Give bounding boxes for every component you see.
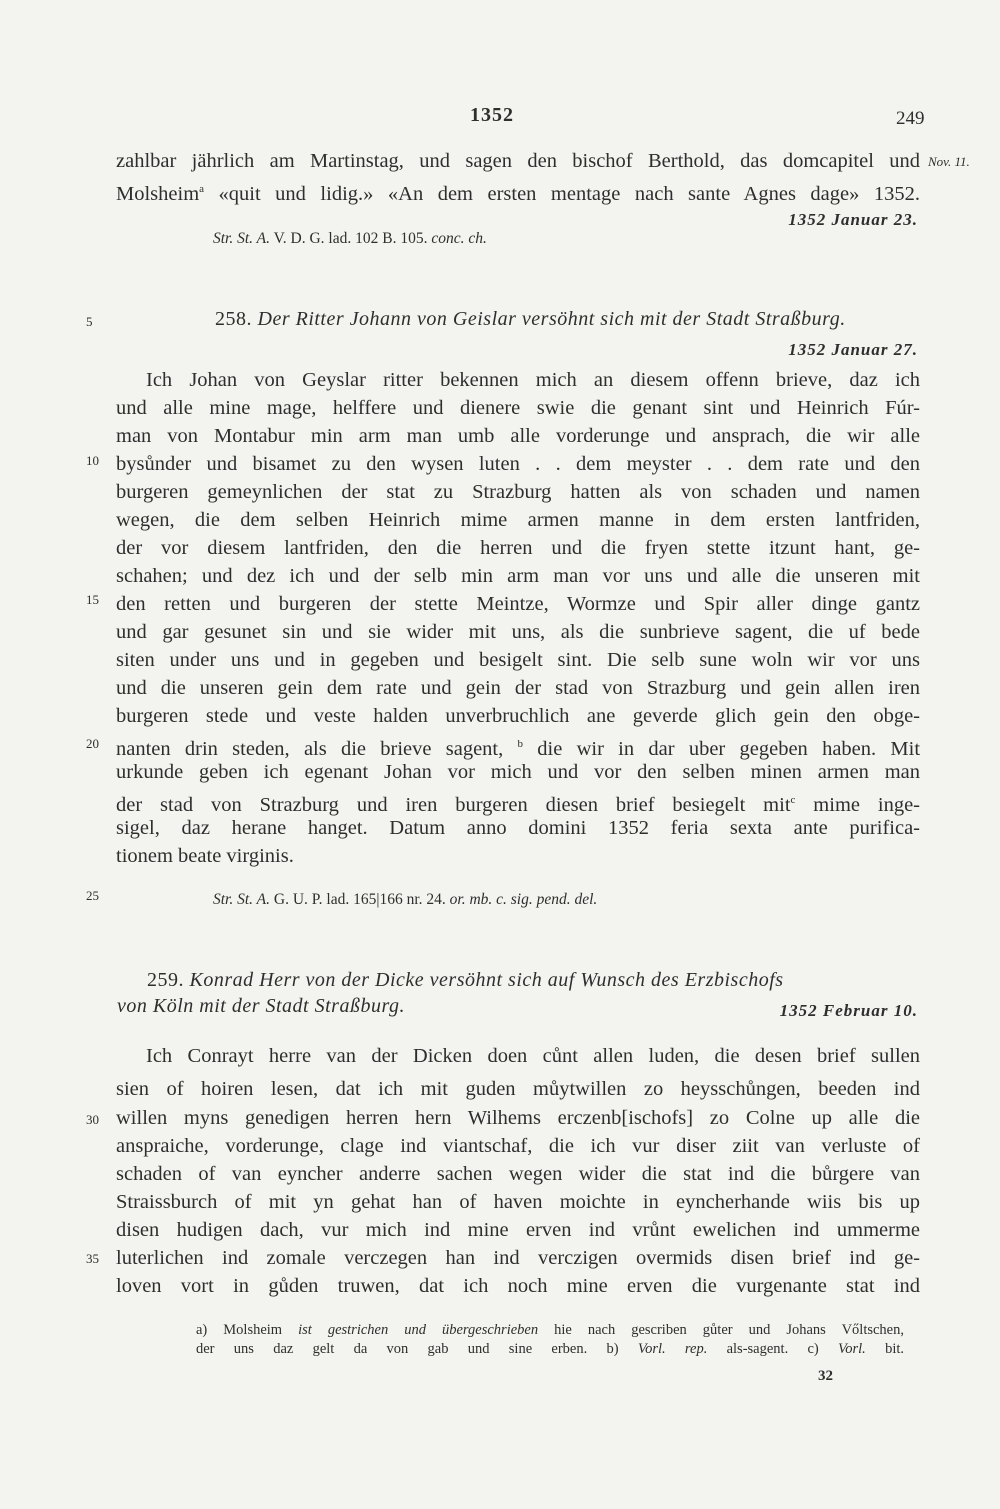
footnote-italic: Vorl. bbox=[838, 1341, 866, 1357]
text-line: man von Montabur min arm man umb alle vorderunge und ansprach, die wir alle bbox=[116, 425, 920, 447]
text-fragment: der stad von Strazburg und iren burgeren diesen brief besiegelt mit bbox=[116, 793, 791, 816]
text-line: tionem beate virginis. bbox=[116, 845, 294, 867]
footnote-text: a) Molsheim bbox=[196, 1322, 299, 1338]
footnote-b bbox=[606, 1341, 788, 1357]
source-archive: Str. St. A. bbox=[213, 891, 270, 908]
text-line: disen hudigen dach, vur mich ind mine erven ind vrůnt ewelichen ind ummerme bbox=[116, 1219, 920, 1241]
charter-date: 1352 Februar 10. bbox=[779, 1001, 918, 1020]
line-number: 25 bbox=[86, 888, 99, 903]
sheet-signature: 32 bbox=[818, 1368, 833, 1384]
footnote-label: c) bbox=[807, 1341, 838, 1357]
line-number: 10 bbox=[86, 453, 99, 468]
text-line: und alle mine mage, helffere und dienere swie die genant sint und Heinrich Fúr- bbox=[116, 397, 920, 419]
charter-number: 259. bbox=[147, 969, 184, 991]
text-line: anspraiche, vorderunge, clage ind viantschaf, die ich vur diser ziit van verluste of bbox=[116, 1135, 920, 1157]
charter-title bbox=[215, 308, 846, 331]
text-line: und gar gesunet sin und sie wider mit uns, als die sunbrieve sagent, die uf bede bbox=[116, 621, 920, 643]
text-line: schaden of van eyncher anderre sachen wegen wider die stat ind die bůrgere van bbox=[116, 1163, 920, 1185]
charter-title bbox=[147, 969, 918, 992]
charter-date: 1352 Januar 27. bbox=[788, 340, 918, 359]
footnote-label: b) bbox=[606, 1341, 638, 1357]
footnote-mark: c bbox=[790, 794, 796, 806]
source-type: conc. ch. bbox=[431, 230, 487, 247]
text-line: burgeren gemeynlichen der stat zu Strazburg hatten als von schaden und namen bbox=[116, 481, 920, 503]
footnote-mark: b bbox=[517, 738, 524, 750]
line-number: 5 bbox=[86, 314, 93, 329]
text-line: und die unseren gein dem rate und gein der stad von Strazburg und gein allen iren bbox=[116, 677, 920, 699]
text-line: sien of hoiren lesen, dat ich mit guden můytwillen zo heysschůngen, beeden ind bbox=[116, 1078, 920, 1100]
page-number: 249 bbox=[896, 108, 925, 129]
text-line: Ich Johan von Geyslar ritter bekennen mich an diesem offenn brieve, daz ich bbox=[146, 369, 920, 391]
text-line: bysůnder und bisamet zu den wysen luten . . dem meyster . . dem rate und den bbox=[116, 453, 920, 475]
footnote-italic: ist gestrichen und übergeschrieben bbox=[298, 1322, 539, 1338]
footnote-text: der uns daz gelt da von gab und sine erben. bbox=[196, 1341, 588, 1357]
text-line: sigel, daz herane hanget. Datum anno domini 1352 feria sexta ante purifica- bbox=[116, 817, 920, 839]
charter-date: 1352 Januar 23. bbox=[788, 210, 918, 229]
source-shelfmark: V. D. G. lad. 102 B. 105. bbox=[270, 230, 432, 247]
running-header-year: 1352 bbox=[470, 104, 514, 126]
source-shelfmark: G. U. P. lad. 165|166 nr. 24. bbox=[270, 891, 450, 908]
footnote-mark: a bbox=[199, 183, 205, 195]
line-number: 35 bbox=[86, 1251, 99, 1266]
line-number: 20 bbox=[86, 736, 99, 751]
text-line: Ich Conrayt herre van der Dicken doen cůnt allen luden, die desen brief sullen bbox=[146, 1045, 920, 1067]
footnote-text: hie nach gescriben gůter und Johans Vőltschen, bbox=[538, 1322, 904, 1338]
text-line: luterlichen ind zomale verczegen han ind verczigen overmids disen brief ind ge- bbox=[116, 1247, 920, 1269]
charter-title-text: Der Ritter Johann von Geislar versöhnt sich mit der Stadt Straßburg. bbox=[257, 308, 846, 330]
text-line: wegen, die dem selben Heinrich mime armen manne in dem ersten lantfriden, bbox=[116, 509, 920, 531]
text-line: willen myns genedigen herren hern Wilhems erczenb[ischofs] zo Colne up alle die bbox=[116, 1107, 920, 1129]
text-line: zahlbar jährlich am Martinstag, und sagen den bischof Berthold, das domcapitel und bbox=[116, 150, 920, 172]
source-citation bbox=[213, 230, 487, 248]
source-archive: Str. St. A. bbox=[213, 230, 270, 247]
text-line: den retten und burgeren der stette Meintze, Wormze und Spir aller dinge gantz bbox=[116, 593, 920, 615]
text-fragment: die wir in dar uber gegeben haben. Mit bbox=[537, 737, 921, 760]
source-citation bbox=[213, 891, 597, 909]
source-type: or. mb. c. sig. pend. del. bbox=[449, 891, 598, 908]
charter-number: 258. bbox=[215, 308, 252, 330]
text-fragment: mime inge- bbox=[813, 793, 920, 816]
text-line: burgeren stede und veste halden unverbruchlich ane geverde glich gein den obge- bbox=[116, 705, 920, 727]
footnote-c bbox=[807, 1341, 904, 1357]
text-fragment: Molsheim bbox=[116, 182, 200, 205]
charter-title-text: Konrad Herr von der Dicke versöhnt sich auf Wunsch des Erzbischofs bbox=[189, 969, 784, 991]
text-line bbox=[116, 175, 920, 208]
line-number: 30 bbox=[86, 1112, 99, 1127]
footnote bbox=[196, 1321, 904, 1340]
footnote-text: als-sagent. bbox=[707, 1341, 789, 1357]
line-number: 15 bbox=[86, 592, 99, 607]
text-line: urkunde geben ich egenant Johan vor mich und vor den selben minen armen man bbox=[116, 761, 920, 783]
text-line: Straissburch of mit yn gehat han of haven moichte in eyncherhande wiis bis up bbox=[116, 1191, 920, 1213]
text-line: loven vort in gůden truwen, dat ich noch mine erven die vurgenante stat ind bbox=[116, 1275, 920, 1297]
margin-note: Nov. 11. bbox=[928, 154, 970, 169]
footnote bbox=[196, 1340, 904, 1359]
text-fragment: nanten drin steden, als die brieve sagent, bbox=[116, 737, 504, 760]
text-line: siten under uns und in gegeben und besigelt sint. Die selb sune woln wir vor uns bbox=[116, 649, 920, 671]
footnote-italic: Vorl. rep. bbox=[637, 1341, 708, 1357]
text-line: schahen; und dez ich und der selb min arm man vor uns und alle die unseren mit bbox=[116, 565, 920, 587]
text-line: der vor diesem lantfriden, den die herren und die fryen stette itzunt hant, ge- bbox=[116, 537, 920, 559]
charter-title-continued: von Köln mit der Stadt Straßburg. bbox=[117, 995, 405, 1017]
footnote-text: bit. bbox=[865, 1341, 904, 1357]
text-fragment: «quit und lidig.» «An dem ersten mentage nach sante Agnes dage» 1352. bbox=[218, 182, 920, 205]
